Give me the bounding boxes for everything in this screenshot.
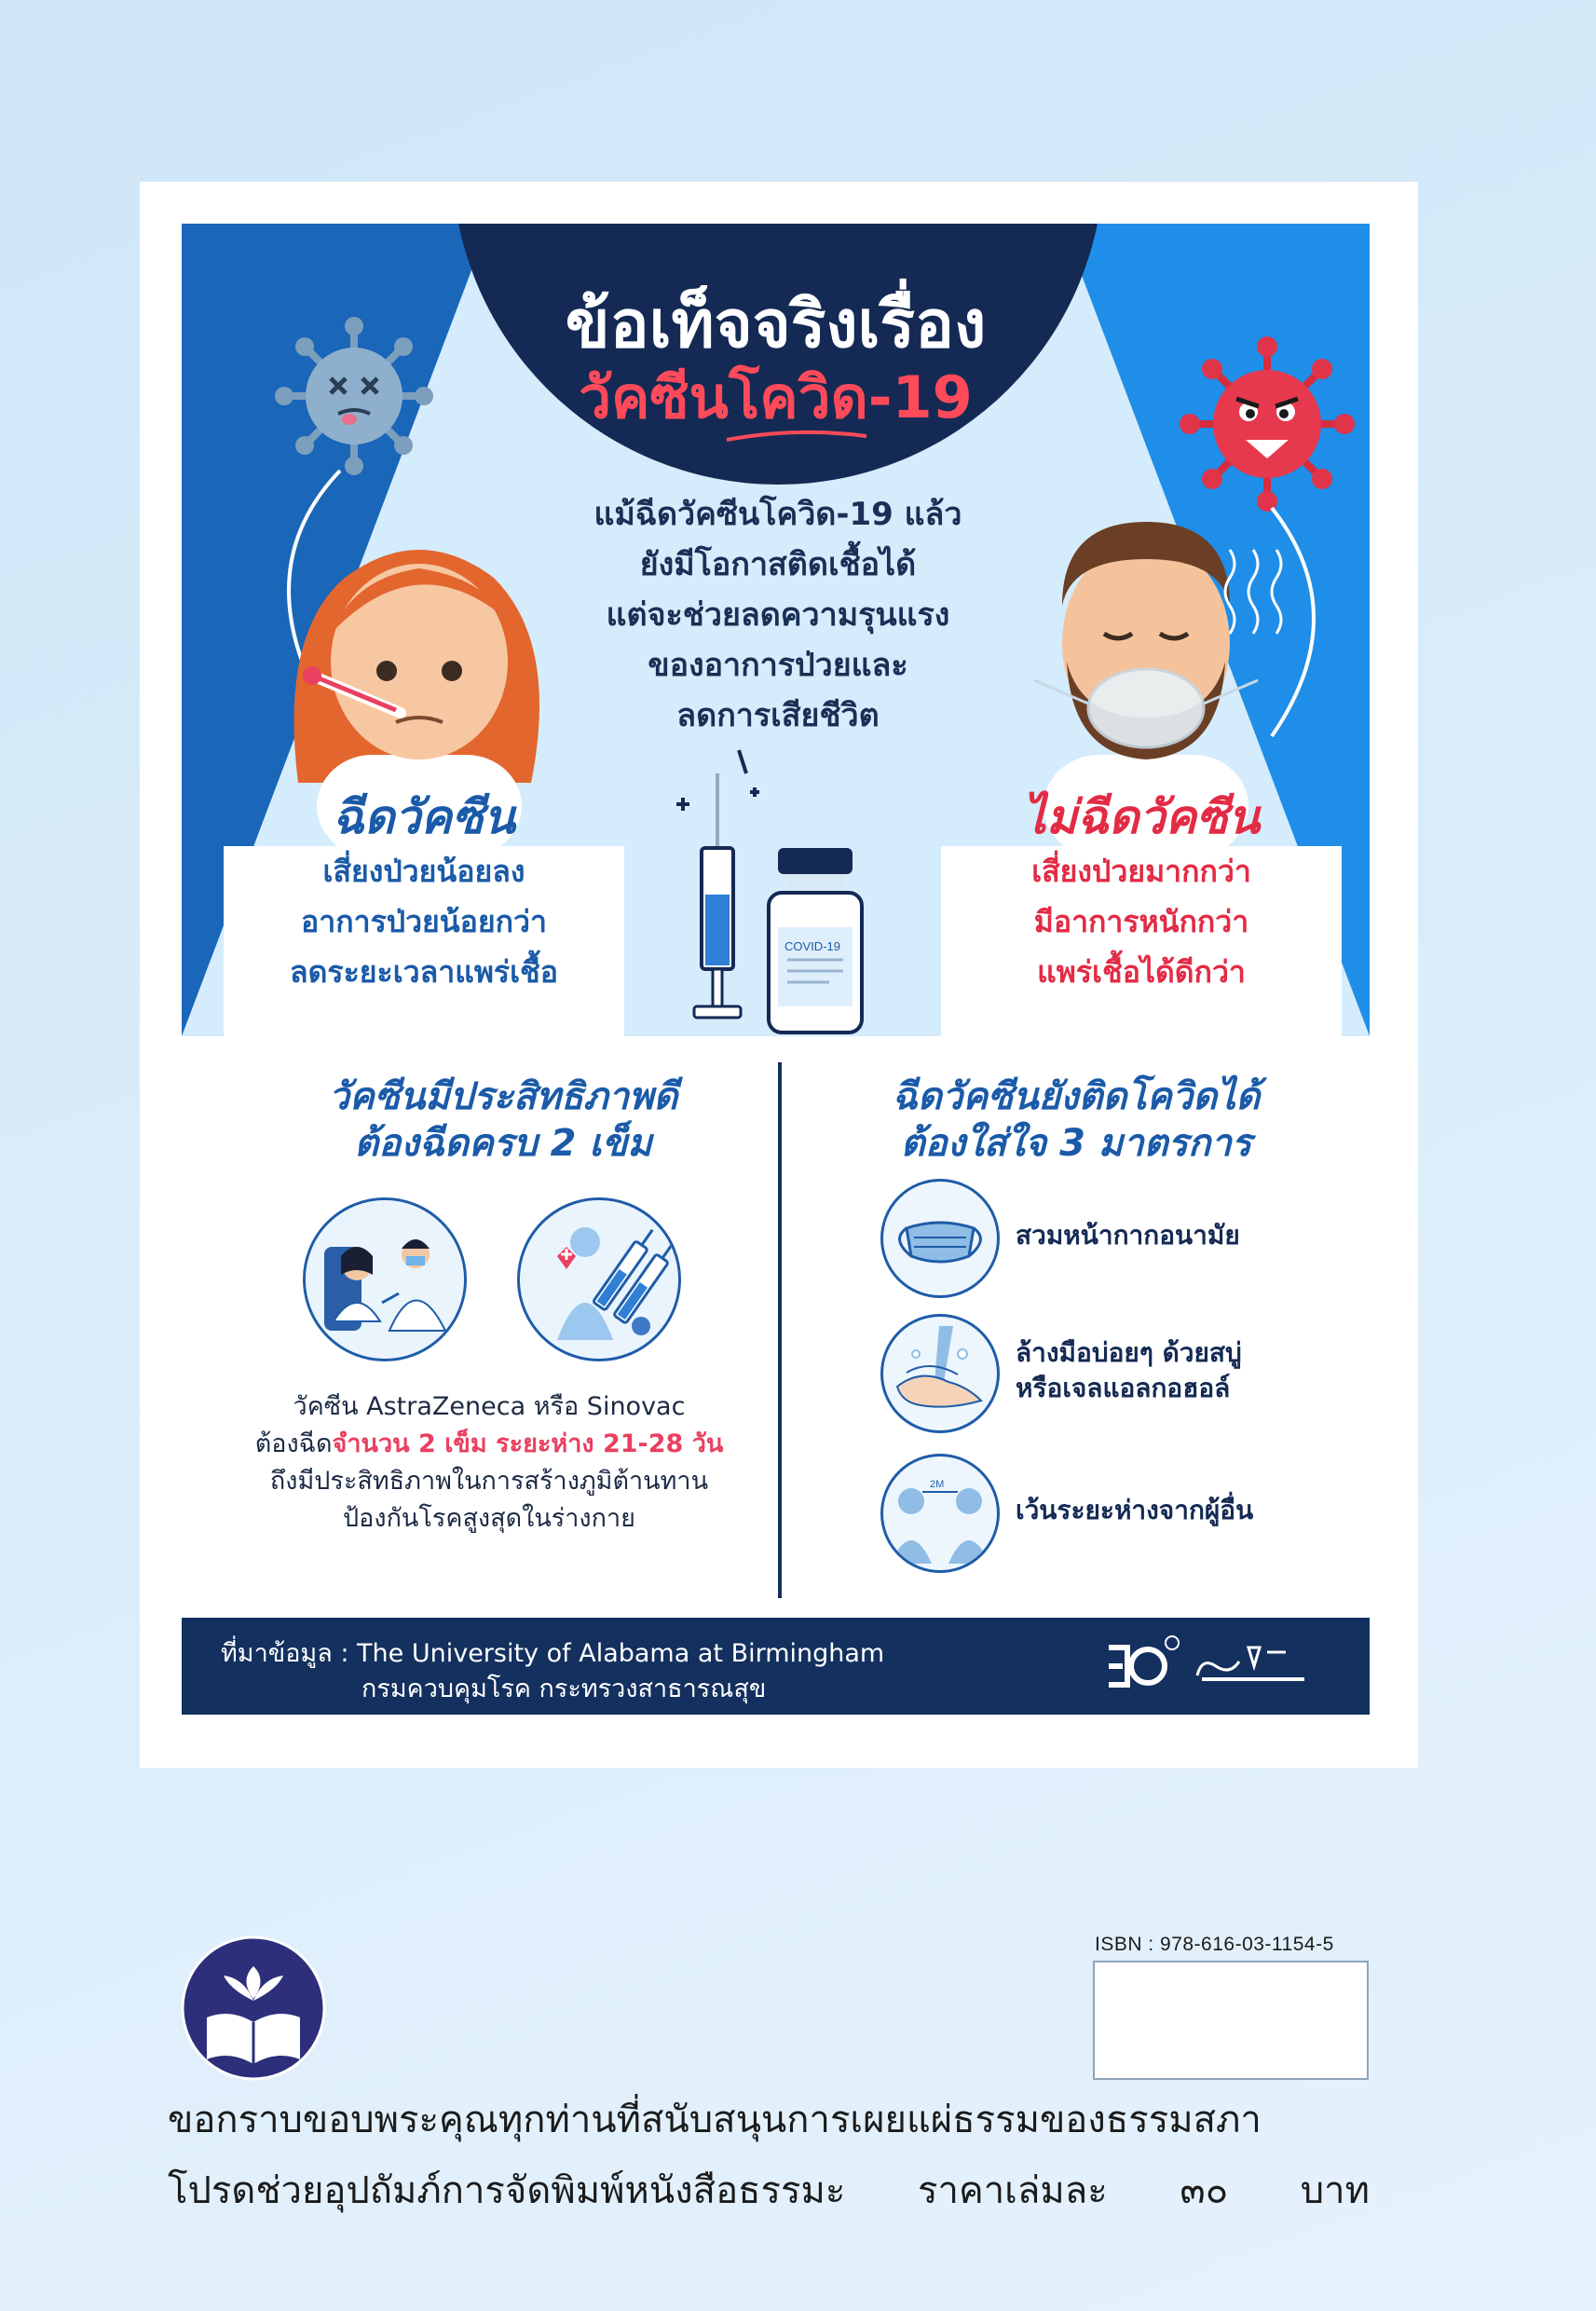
measure-handwash-line: หรือเจลแอลกอฮอล์	[1016, 1373, 1231, 1403]
poster-card	[140, 182, 1418, 1768]
measures-title	[825, 1073, 1328, 1167]
efficacy-text-prefix: ต้องฉีด	[254, 1429, 333, 1458]
efficacy-title	[256, 1073, 750, 1167]
defeated-virus-icon	[275, 317, 433, 475]
unvaccinated-box	[941, 790, 1342, 1036]
agency-logos	[1099, 1629, 1332, 1703]
source-band	[182, 1618, 1370, 1715]
infographic-poster	[182, 224, 1370, 1717]
vaccination-scene-icon	[306, 1200, 464, 1359]
distancing-icon	[880, 1454, 1000, 1573]
center-message-line: ลดการเสียชีวิต	[676, 697, 880, 734]
syringes-icon	[520, 1200, 678, 1359]
efficacy-highlight: จำนวน 2 เข็ม ระยะห่าง 21-28 วัน	[332, 1429, 724, 1458]
center-message-line: แต่จะช่วยลดความรุนแรง	[606, 596, 950, 634]
center-message-line: ยังมีโอกาสติดเชื้อได้	[639, 546, 917, 583]
thanks-line-1: ขอกราบขอบพระคุณทุกท่านที่สนับสนุนการเผยแผ่ธรรมของธรรมสภา	[168, 2099, 1262, 2141]
vaccine-syringes-circle	[517, 1197, 681, 1361]
measure-handwash-label	[1016, 1335, 1242, 1406]
distance-mark: 2M	[930, 1479, 945, 1490]
source-line-2: กรมควบคุมโรค กระทรวงสาธารณสุข	[361, 1675, 767, 1703]
unvaccinated-line: มีอาการหนักกว่า	[1033, 904, 1249, 939]
section-divider	[778, 1062, 782, 1598]
mask-icon	[880, 1179, 1000, 1298]
unvaccinated-heading: ไม่ฉีดวัคซีน	[1022, 790, 1261, 844]
measures-title-line: ฉีดวัคซีนยังติดโควิดได้	[892, 1075, 1261, 1118]
syringe-icon	[666, 745, 769, 1025]
handwash-icon	[880, 1314, 1000, 1433]
vaccinated-line: อาการป่วยน้อยกว่า	[301, 904, 547, 939]
vaccinated-box	[224, 790, 624, 1036]
vaccinated-line: ลดระยะเวลาแพร่เชื้อ	[290, 954, 558, 990]
vaccination-scene-circle	[303, 1197, 467, 1361]
efficacy-text-line: ถึงมีประสิทธิภาพในการสร้างภูมิต้านทาน	[269, 1467, 709, 1496]
heat-waves-icon	[1221, 545, 1286, 638]
vaccinated-heading: ฉีดวัคซีน	[332, 790, 516, 844]
efficacy-text-line: ป้องกันโรคสูงสุดในร่างกาย	[343, 1504, 635, 1533]
title-underline	[722, 427, 871, 445]
publisher-seal-logo	[179, 1934, 328, 2083]
measure-mask-label: สวมหน้ากากอนามัย	[1016, 1220, 1240, 1251]
measure-handwash-line: ล้างมือบ่อยๆ ด้วยสบู่	[1016, 1337, 1242, 1368]
vaccine-vial	[764, 848, 866, 1036]
efficacy-text-line: วัคซีน AstraZeneca หรือ Sinovac	[293, 1392, 686, 1421]
efficacy-title-line: วัคซีนมีประสิทธิภาพดี	[328, 1075, 678, 1118]
vial-label: COVID-19	[784, 939, 840, 953]
center-message-line: แม้ฉีดวัคซีนโควิด-19 แล้ว	[593, 496, 962, 533]
efficacy-text	[219, 1388, 759, 1538]
unvaccinated-line: เสี่ยงป่วยมากกว่า	[1031, 854, 1251, 889]
angry-virus-icon	[1179, 335, 1356, 513]
hero-section	[182, 224, 1370, 1036]
thanks-line-2: โปรดช่วยอุปถัมภ์การจัดพิมพ์หนังสือธรรมะ ราคาเล่มละ ๓๐ บาท	[168, 2169, 1370, 2212]
center-message	[517, 489, 1039, 741]
center-message-line: ของอาการป่วยและ	[648, 647, 908, 684]
measure-distancing-label: เว้นระยะห่างจากผู้อื่น	[1016, 1495, 1254, 1525]
poster-title-line2: วัคซีนโควิด-19	[579, 363, 973, 431]
isbn-text: ISBN : 978-616-03-1154-5	[1095, 1934, 1334, 1955]
source-line-1: ที่มาข้อมูล : The University of Alabama at Birmingham	[221, 1639, 885, 1668]
barcode-box	[1093, 1961, 1369, 2080]
vaccinated-line: เสี่ยงป่วยน้อยลง	[322, 854, 525, 889]
efficacy-title-line: ต้องฉีดครบ 2 เข็ม	[354, 1122, 652, 1165]
unvaccinated-line: แพร่เชื้อได้ดีกว่า	[1037, 954, 1246, 990]
efficacy-text-line-2	[219, 1426, 759, 1463]
poster-title-line1: ข้อเท็จจริงเรื่อง	[565, 286, 987, 362]
measures-title-line: ต้องใส่ใจ 3 มาตรการ	[900, 1122, 1252, 1165]
